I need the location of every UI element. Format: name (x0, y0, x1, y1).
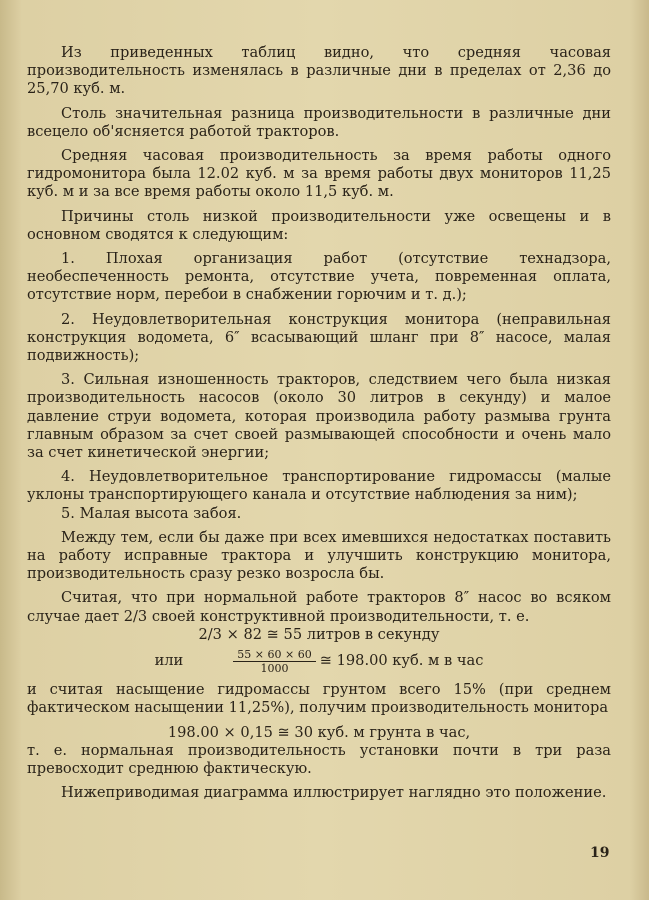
formula-2 (27, 648, 611, 675)
page-number: 19 (590, 845, 610, 861)
list-item-2: 2. Неудовлетворительная конструкция монитора (неправильная конструкция водомета, 6″ всасывающий шланг при 8″ насосе, малая подвижность); (27, 310, 611, 365)
paragraph-8: т. е. нормальная производительность установки почти в три раза превосходит среднюю фактическую. (27, 741, 611, 777)
list-item-5: 5. Малая высота забоя. (61, 504, 242, 522)
formula-2-fraction (233, 648, 315, 675)
formula-2-result: ≅ 198.00 куб. м в час (319, 652, 484, 670)
paragraph-3: Средняя часовая производительность за время работы одного гидромонитора была 12.02 куб. м за время работы двух мониторов 11,25 куб. м и за все время работы около 11,5 куб. м. (27, 147, 611, 201)
paragraph-4: Причины столь низкой производительности уже освещены и в основном сводятся к следующим: (27, 207, 611, 243)
paragraph-1: Из приведенных таблиц видно, что средняя часовая производительность изменялась в различные дни в пределах от 2,36 до 25,70 куб. м. (27, 44, 611, 98)
paragraph-7: и считая насыщение гидромассы грунтом всего 15% (при среднем фактическом насыщении 11,25%), получим производительность монитора (27, 681, 611, 717)
formula-2-or: или (154, 652, 184, 670)
formula-1: 2/3 × 82 ≅ 55 литров в секунду (198, 625, 440, 643)
paragraph-5: Между тем, если бы даже при всех имевшихся недостатках поставить на работу исправные трактора и улучшить конструкцию монитора, производительность сразу резко возросла бы. (27, 528, 611, 583)
list-item-1: 1. Плохая организация работ (отсутствие технадзора, необеспеченность ремонта, отсутствие учета, повременная оплата, отсутствие норм, перебои в снабжении горючим и т. д.); (27, 250, 611, 304)
body-text (27, 44, 611, 802)
paragraph-2: Столь значительная разница производительности в различные дни всецело об'ясняется работой тракторов. (27, 104, 611, 140)
list-item-4: 4. Неудовлетворительное транспортирование гидромассы (малые уклоны транспортирующего канала и отсутствие наблюдения за ним); (27, 468, 611, 504)
paragraph-9: Нижеприводимая диаграмма иллюстрирует наглядно это положение. (61, 784, 607, 802)
list-item-3: 3. Сильная изношенность тракторов, следствием чего была низкая производительность насосов (около 30 литров в секунду) и малое давление струи водомета, которая производила работу размыва грунта главным образом за счет своей размывающей способности и очень мало за счет кинетической энергии; (27, 371, 611, 462)
formula-2-numerator: 55 × 60 × 60 (233, 648, 315, 662)
paragraph-6: Считая, что при нормальной работе тракторов 8″ насос во всяком случае дает 2/3 своей конструктивной производительности, т. е. (27, 589, 611, 625)
formula-3: 198.00 × 0,15 ≅ 30 куб. м грунта в час, (167, 723, 471, 741)
formula-2-denominator: 1000 (260, 662, 289, 676)
